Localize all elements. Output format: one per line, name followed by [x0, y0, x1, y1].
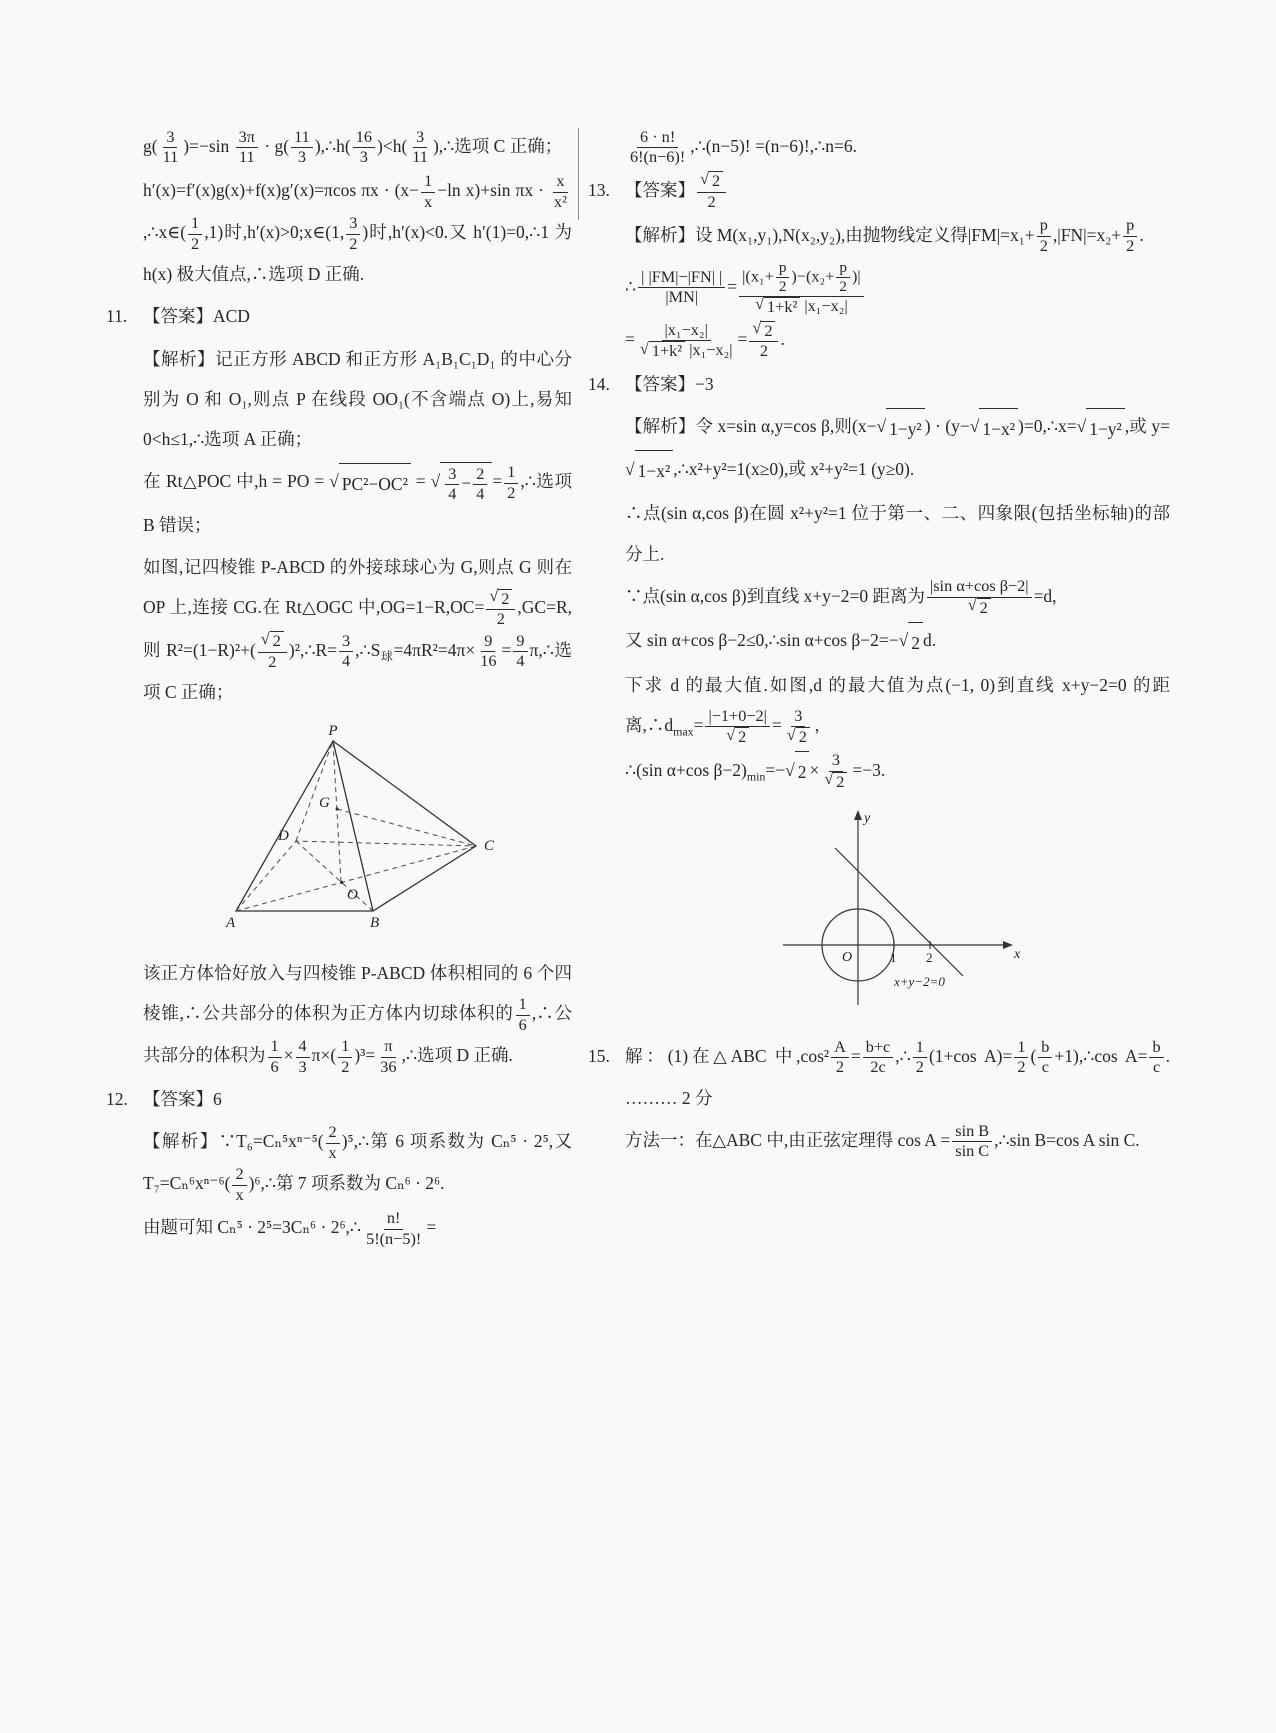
x-axis-label: x	[1013, 947, 1020, 963]
answer-line: 【答案】−3	[625, 373, 714, 394]
solution-paragraph: ∵点(sin α,cos β)到直线 x+y−2=0 距离为 $\frac{\text{|sin α+cos β−2|}}{√ 2}$ =d,	[625, 577, 1057, 617]
pyramid-diagram	[208, 721, 508, 933]
y-axis-arrow	[854, 810, 862, 820]
solution-paragraph: 【解析】令 x=sin α,y=cos β,则(x−√ 1−y² ) · (y−√ 1−x² )=0,∴x=√ 1−y² ,或 y=√ 1−x² ,∴x²+y²=1(x≥0),或 x²+y²=1 (y≥0).	[625, 406, 1170, 491]
solution-paragraph: 【解析】设 M(x₁,y₁),N(x₂,y₂),由抛物线定义得|FM|=x₁+ $\frac{p}{2}$ ,|FN|=x₂+ $\frac{p}{2}$ .	[625, 216, 1144, 256]
pyramid-figure	[143, 721, 572, 947]
point-label-D: D	[277, 827, 289, 844]
line-circle-figure	[625, 800, 1170, 1029]
origin-label: O	[841, 950, 852, 966]
answer-line: 【答案】 $\frac{√ 2}{2}$	[625, 170, 1170, 213]
solution-paragraph: = $\frac{\text{|x₁−x₂|}}{\text{√ 1+k² |x₁−x₂|}}$ = $\frac{√ 2}{2}$ .	[625, 319, 785, 361]
solution-paragraph: 在 Rt△POC 中,h = PO = √ PC²−OC² = √ $\frac{3}{4}$ − $\frac{2}{4}$ = $\frac{1}{2}$ ,∴选项 B 错误；	[143, 463, 572, 535]
item-number: 13.	[588, 180, 610, 201]
solution-paragraph: ∴(sin α+cos $\beta-2)_{min}=-√$ 2 × $\frac{3}{√ 2}$ =−3.	[625, 751, 886, 791]
item-number: 12.	[106, 1089, 128, 1110]
tick-label-1: 1	[889, 950, 896, 966]
point-label-P: P	[327, 722, 338, 739]
x-axis-arrow	[1003, 941, 1013, 949]
tick-label-2: 2	[925, 950, 932, 966]
item-number: 14.	[588, 373, 610, 394]
item10-continuation	[106, 126, 572, 294]
left-column	[106, 126, 572, 1251]
solution-paragraph: 又 sin α+cos β−2≤0,∴sin α+cos β−2=−√ 2 d.	[625, 620, 1170, 663]
item-13	[588, 170, 1170, 362]
item-number: 11.	[106, 306, 128, 327]
point-label-B: B	[369, 914, 379, 931]
solution-paragraph: 如图,记四棱锥 P-ABCD 的外接球球心为 G,则点 G 则在 OP 上,连接 CG.在 Rt△OGC 中,OG=1−R,OC= $\frac{√ 2}{2}$ ,GC=R,则 R²=(1−R)²+( $\frac{√ 2}{2}$ )²,∴R= $\frac{3}{4}$ $,\therefore S_球=4\pi R^2=4\pi\times$ $\frac{9}{16}$ = $\frac{9}{4}$ π,∴选项 C 正确；	[143, 557, 572, 703]
item-number: 15.	[588, 1045, 610, 1066]
point-O	[340, 880, 343, 883]
solution-paragraph: ∴点(sin α,cos β)在圆 x²+y²=1 位于第一、二、四象限(包括坐标轴)的部分上.	[625, 503, 1170, 564]
point-label-A: A	[225, 914, 235, 931]
item-14	[588, 364, 1170, 1030]
solution-paragraph: 【解析】记正方形 ABCD 和正方形 A₁B₁C₁D₁ 的中心分别为 O 和 O₁,则点 P 在线段 OO₁(不含端点 O)上,易知 0<h≤1,∴选项 A 正确；	[143, 348, 572, 450]
item-11	[106, 296, 572, 1077]
point-label-C: C	[483, 837, 494, 854]
solution-paragraph: h′(x)=f′(x)g(x)+f(x)g′(x)=πcos πx · (x− $\frac{1}{x}$ −ln x)+sin πx · $\frac{x}{\text{x²}}$ ,∴x∈( $\frac{1}{2}$ ,1)时,h′(x)>0;x∈(1, $\frac{3}{2}$ )时,h′(x)<0.又 h′(1)=0,∴1 为 h(x) 极大值点,∴选项 D 正确.	[143, 171, 572, 285]
point-label-O: O	[346, 886, 358, 903]
point-label-G: G	[318, 794, 330, 811]
point-G	[335, 807, 338, 810]
column-divider	[578, 128, 579, 220]
line-equation-label: x+y−2=0	[893, 974, 945, 990]
item12-continuation	[588, 126, 1170, 168]
solution-paragraph: 该正方体恰好放入与四棱锥 P-ABCD 体积相同的 6 个四棱锥,∴公共部分的体积为正方体内切球体积的 $\frac{1}{6}$ ,∴公共部分的体积为 $\frac{1}{6}$ × $\frac{4}{3}$ π×( $\frac{1}{2}$ )³= $\frac{\pi}{36}$ ,∴选项 D 正确.	[143, 962, 573, 1076]
answer-line: 【答案】ACD	[143, 306, 250, 327]
solution-paragraph: g( $\frac{3}{11}$ )=−sin $\frac{3\pi}{11}$ · g( $\frac{11}{3}$ ),∴h( $\frac{16}{3}$ )<h( $\frac{3}{11}$ ),∴选项 C 正确；	[143, 127, 563, 167]
solution-paragraph: 方法一：在△ABC 中,由正弦定理得 cos A = $\frac{\text{sin B}}{\text{sin C}}$ ,∴sin B=cos A sin C.	[625, 1121, 1140, 1161]
right-column	[588, 126, 1170, 1164]
solution-paragraph: 【解析】∵T₆=Cₙ⁵xⁿ⁻⁵( $\frac{2}{x}$ )⁵,∴第 6 项系数为 Cₙ⁵ · 2⁵,又 T₇=Cₙ⁶xⁿ⁻⁶( $\frac{2}{x}$ )⁶,∴第 7 项系数为 Cₙ⁶ · 2⁶.	[143, 1123, 572, 1204]
item-12	[106, 1079, 572, 1249]
solution-paragraph: 由题可知 Cₙ⁵ · 2⁵=3Cₙ⁶ · 2⁶,∴ $\frac{n!}{5!(n-5)!}$ =	[143, 1209, 437, 1248]
solution-paragraph: ∴ $\frac{| |FM|-|FN| |}{|MN|}$ = |(x₁+ $\frac{p}{2}$ )−(x₂+ $\frac{p}{2}$ )| √ 1+k² |x₁−x₂|	[625, 259, 1170, 318]
answer-line: 【答案】6	[143, 1089, 222, 1110]
solution-paragraph: 解：(1)在△ABC 中,cos² $\frac{A}{2}$ = $\frac{b+c}{2c}$ ,∴ $\frac{1}{2}$ (1+cos A)= $\frac{1}{2}$ ( $\frac{b}{c}$ +1),∴cos A= $\frac{b}{c}$ . ……… 2 分	[625, 1037, 1170, 1108]
y-axis-label: y	[863, 811, 870, 827]
solution-paragraph: $\frac{6 \cdot n!}{6!(n-6)!}$ ,∴(n−5)! =(n−6)!,∴n=6.	[630, 127, 857, 167]
item-15	[588, 1036, 1170, 1162]
coordinate-diagram	[763, 800, 1033, 1015]
solution-paragraph: 下求 d 的最大值.如图,d 的最大值为点(−1, 0)到直线 x+y−2=0 的距离$,\therefore d_{max}=$ $\frac{|-1+0-2|}{√ 2}$ = $\frac{3}{√ 2}$ ,	[625, 675, 1170, 747]
